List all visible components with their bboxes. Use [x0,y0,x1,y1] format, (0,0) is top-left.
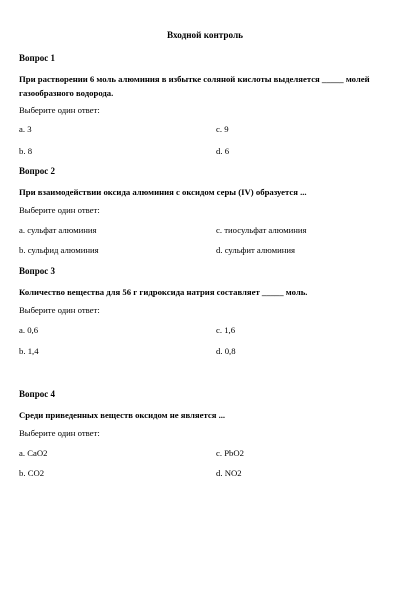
answer-option-b[interactable]: b. CO2 [19,468,45,478]
answer-option-b[interactable]: b. 1,4 [19,346,39,356]
answer-option-d[interactable]: d. сульфит алюминия [216,245,296,255]
question-heading: Вопрос 1 [19,53,55,63]
answer-option-d[interactable]: d. 0,8 [216,346,236,356]
answer-option-c[interactable]: c. 9 [216,124,229,134]
answer-prompt: Выберите один ответ: [19,305,100,315]
answer-prompt: Выберите один ответ: [19,428,100,438]
answer-prompt: Выберите один ответ: [19,205,100,215]
answer-option-a[interactable]: a. 3 [19,124,32,134]
answer-option-d[interactable]: d. NO2 [216,468,242,478]
answer-option-c[interactable]: c. 1,6 [216,325,236,335]
answer-option-c[interactable]: c. тиосульфат алюминия [216,225,307,235]
answer-option-a[interactable]: a. 0,6 [19,325,39,335]
document-title: Входной контроль [167,30,243,40]
answer-option-b[interactable]: b. 8 [19,146,33,156]
answer-prompt: Выберите один ответ: [19,105,100,115]
answer-option-b[interactable]: b. сульфид алюминия [19,245,99,255]
question-heading: Вопрос 3 [19,266,55,276]
question-text: При растворении 6 моль алюминия в избытке соляной кислоты выделяется _____ молей газообразного водорода. [19,74,370,98]
question-text: Количество вещества для 56 г гидроксида натрия составляет _____ моль. [19,287,308,297]
question-heading: Вопрос 2 [19,166,55,176]
answer-option-a[interactable]: a. сульфат алюминия [19,225,97,235]
question-heading: Вопрос 4 [19,389,55,399]
question-text: При взаимодействии оксида алюминия с оксидом серы (IV) образуется ... [19,187,307,197]
answer-option-d[interactable]: d. 6 [216,146,230,156]
answer-option-a[interactable]: a. CaO2 [19,448,48,458]
question-text: Среди приведенных веществ оксидом не является ... [19,410,226,420]
answer-option-c[interactable]: c. PbO2 [216,448,244,458]
